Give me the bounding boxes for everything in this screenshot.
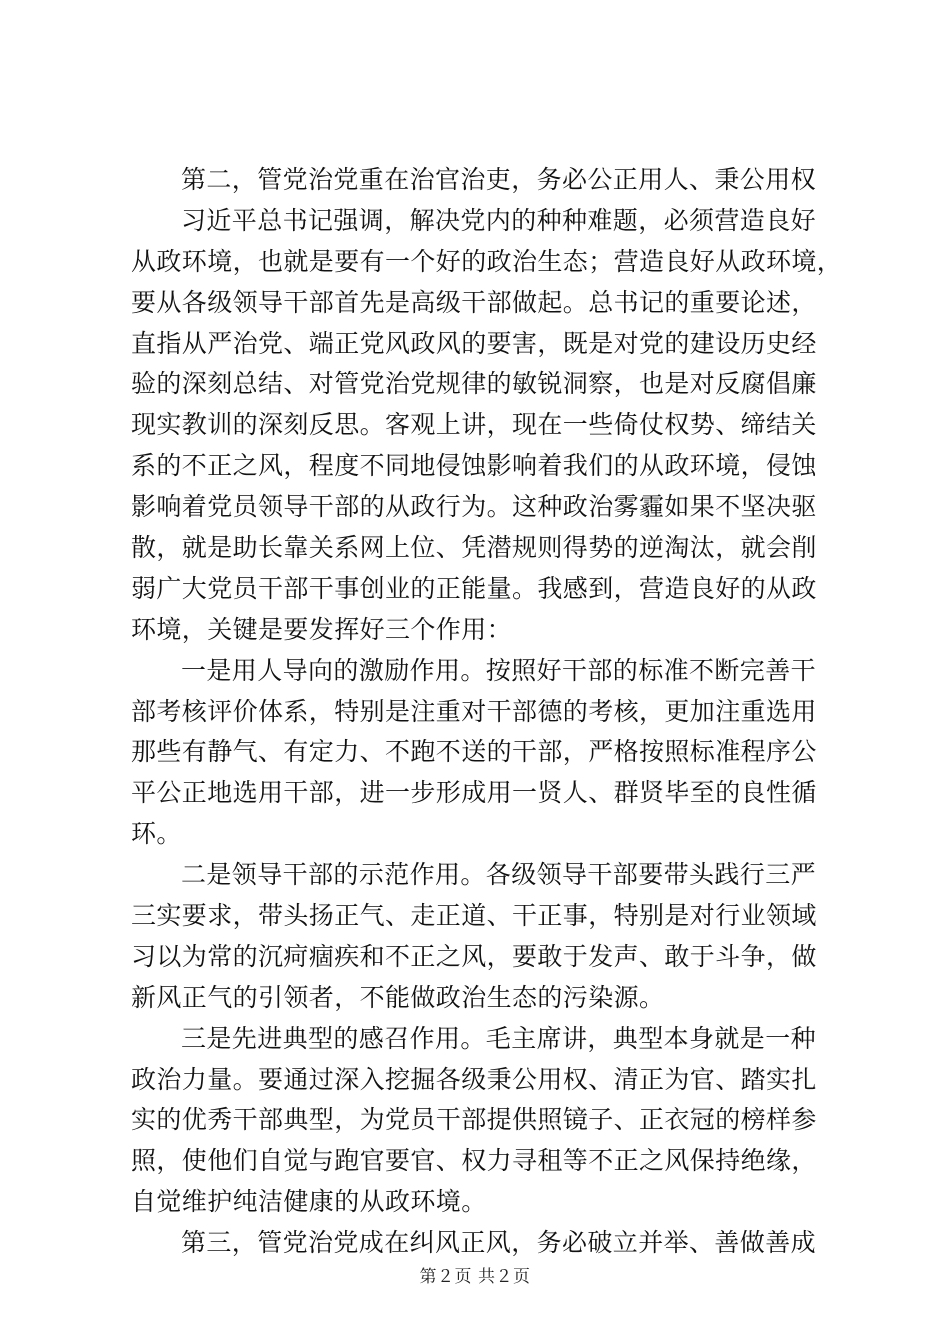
text-line: 那些有静气、有定力、不跑不送的干部，严格按照标准程序公 [131, 737, 817, 767]
text-line: 二是领导干部的示范作用。各级领导干部要带头践行三严 [181, 860, 817, 890]
text-line: 散，就是助长靠关系网上位、凭潜规则得势的逆淘汰，就会削 [131, 533, 817, 563]
text-line: 从政环境，也就是要有一个好的政治生态；营造良好从政环境， [131, 246, 843, 276]
text-line: 习以为常的沉疴痼疾和不正之风，要敢于发声、敢于斗争，做 [131, 941, 817, 971]
text-line: 影响着党员领导干部的从政行为。这种政治雾霾如果不坚决驱 [131, 492, 817, 522]
text-line: 政治力量。要通过深入挖掘各级秉公用权、清正为官、踏实扎 [131, 1064, 817, 1094]
text-line: 部考核评价体系，特别是注重对干部德的考核，更加注重选用 [131, 696, 817, 726]
text-line: 现实教训的深刻反思。客观上讲，现在一些倚仗权势、缔结关 [131, 410, 817, 440]
text-line: 三是先进典型的感召作用。毛主席讲，典型本身就是一种 [181, 1023, 817, 1053]
text-line: 新风正气的引领者，不能做政治生态的污染源。 [131, 982, 665, 1012]
text-line: 三实要求，带头扬正气、走正道、干正事，特别是对行业领域 [131, 901, 817, 931]
text-line: 系的不正之风，程度不同地侵蚀影响着我们的从政环境，侵蚀 [131, 451, 817, 481]
body-text [131, 160, 843, 1264]
text-line: 直指从严治党、端正党风政风的要害，既是对党的建设历史经 [131, 328, 817, 358]
text-line: 弱广大党员干部干事创业的正能量。我感到，营造良好的从政 [131, 573, 817, 603]
text-line: 一是用人导向的激励作用。按照好干部的标准不断完善干 [181, 655, 817, 685]
text-line: 实的优秀干部典型，为党员干部提供照镜子、正衣冠的榜样参 [131, 1105, 817, 1135]
text-line: 环境，关键是要发挥好三个作用： [131, 614, 513, 644]
text-line: 验的深刻总结、对管党治党规律的敏锐洞察，也是对反腐倡廉 [131, 369, 817, 399]
text-line: 环。 [131, 819, 182, 849]
text-line: 照，使他们自觉与跑官要官、权力寻租等不正之风保持绝缘， [131, 1146, 817, 1176]
page-number-footer: 第２页 共２页 [419, 1267, 531, 1287]
text-line: 平公正地选用干部，进一步形成用一贤人、群贤毕至的良性循 [131, 778, 817, 808]
text-line: 自觉维护纯洁健康的从政环境。 [131, 1187, 487, 1217]
text-line: 第三，管党治党成在纠风正风，务必破立并举、善做善成 [181, 1228, 817, 1258]
text-line: 第二，管党治党重在治官治吏，务必公正用人、秉公用权 [181, 165, 817, 194]
text-line: 要从各级领导干部首先是高级干部做起。总书记的重要论述， [131, 287, 817, 317]
text-line: 习近平总书记强调，解决党内的种种难题，必须营造良好 [181, 205, 817, 235]
